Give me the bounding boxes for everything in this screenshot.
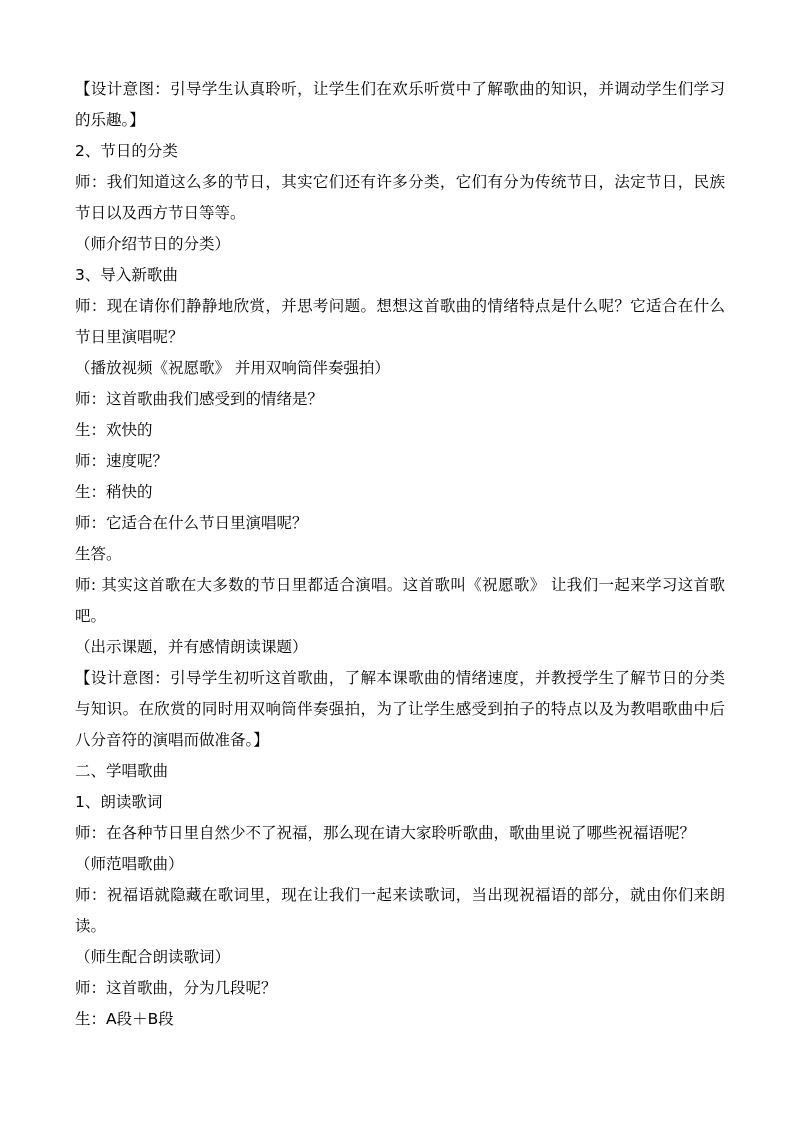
section-heading-new-song: 3、导入新歌曲 [75,266,178,284]
stage-note: （播放视频《祝愿歌》 并用双响筒伴奏强拍） [75,359,390,377]
teacher-line: 师：祝福语就隐藏在歌词里，现在让我们一起来读歌词，当出现祝福语的部分，就由你们来朗读。 [75,886,725,935]
student-line: 生：A段＋B段 [75,1010,174,1028]
design-intent-paragraph-2: 【设计意图：引导学生初听这首歌曲，了解本课歌曲的情绪速度，并教授学生了解节日的分类与知识。在欣赏的同时用双响筒伴奏强拍，为了让学生感受到拍子的特点以及为教唱歌曲中后八分音符的演唱而做准备。】 [75,669,725,749]
teacher-line: 师：这首歌曲，分为几段呢？ [75,979,277,997]
teacher-line: 师：在各种节日里自然少不了祝福，那么现在请大家聆听歌曲，歌曲里说了哪些祝福语呢？ [75,824,696,842]
subsection-heading-read-lyrics: 1、朗读歌词 [75,793,163,811]
student-line: 生：欢快的 [75,421,153,439]
teacher-line: 师：这首歌曲我们感受到的情绪是？ [75,390,324,408]
stage-note: （师范唱歌曲） [75,855,184,873]
section-heading-holiday-classification: 2、节日的分类 [75,142,178,160]
stage-note: （出示课题，并有感情朗读课题） [75,638,308,656]
stage-note: （师生配合朗读歌词） [75,948,231,966]
section-heading-learn-song: 二、学唱歌曲 [75,762,169,780]
document-body [75,74,725,1035]
student-line: 生答。 [75,545,122,563]
student-line: 生：稍快的 [75,483,153,501]
design-intent-paragraph-1: 【设计意图：引导学生认真聆听，让学生们在欢乐听赏中了解歌曲的知识，并调动学生们学习的乐趣。】 [75,80,725,129]
teacher-line: 师：我们知道这么多的节日，其实它们还有许多分类，它们有分为传统节日，法定节日，民族节日以及西方节日等等。 [75,173,725,222]
teacher-line: 师：现在请你们静静地欣赏，并思考问题。想想这首歌曲的情绪特点是什么呢？它适合在什么节日里演唱呢？ [75,297,725,346]
teacher-line: 师：它适合在什么节日里演唱呢？ [75,514,308,532]
teacher-line: 师: 其实这首歌在大多数的节日里都适合演唱。这首歌叫《祝愿歌》 让我们一起来学习这首歌吧。 [75,576,725,625]
stage-note: （师介绍节日的分类） [75,235,231,253]
teacher-line: 师：速度呢？ [75,452,169,470]
